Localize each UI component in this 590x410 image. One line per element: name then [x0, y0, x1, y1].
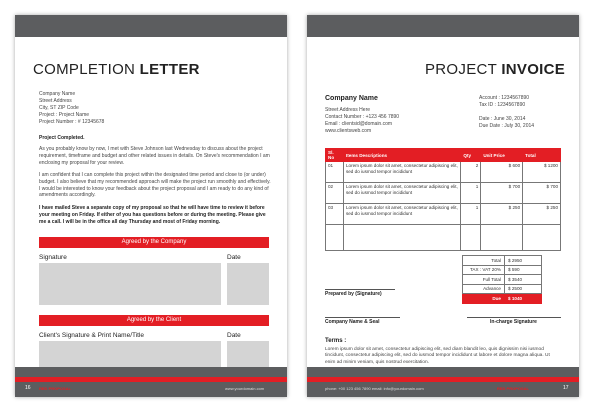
info-line — [479, 109, 534, 116]
page-title: COMPLETION LETTER — [33, 61, 200, 78]
column-header: Unit Price — [481, 149, 523, 162]
date-label: Date — [227, 254, 241, 261]
info-line: www.clientsweb.com — [325, 128, 372, 134]
info-line: Date : June 30, 2014 — [479, 116, 526, 122]
address-line: Company Name — [39, 91, 76, 97]
totals-value: $ 2950 — [505, 256, 542, 266]
totals-row — [463, 265, 542, 275]
paragraph-1: As you probably know by now, I met with Steve Johnson last Wednesday to discuss about the project requirement, timeframe and budget and other related issues in details. On Steve's recommendation I am enclosing my proposal for your review. — [39, 146, 270, 166]
letter-heading: Project Completed. — [39, 135, 85, 141]
info-line: Street Address Here — [325, 107, 371, 113]
address-line: Project : Project Name — [39, 112, 90, 118]
page-title: PROJECT INVOICE — [425, 61, 566, 78]
company-name: Company Name — [325, 95, 378, 102]
totals-row — [463, 256, 542, 266]
incharge-label: In-charge Signature — [490, 319, 537, 325]
cell: 02 — [326, 183, 344, 204]
cell: Lorem ipsum dolor sit amet, consectetur adipiscing elit, sed do iusmod tempor incididunt — [343, 204, 460, 225]
column-header: Total — [523, 149, 561, 162]
cell: 03 — [326, 204, 344, 225]
paragraph-2: I am confident that I can complete this project within the designated time period and close to (or under) budget. I also believe that my recommended approach will make the project run smoothly and effectively. I would be interested to know your feedback about the project proposal and I am ready to do any kind of amendments accordingly. — [39, 172, 271, 199]
totals-label: Full Total — [463, 275, 505, 285]
footer-url: www.yourdomain.com — [225, 386, 265, 391]
company-signature-box[interactable] — [39, 263, 221, 305]
completion-letter-page — [15, 15, 287, 397]
cell: $ 1200 — [523, 162, 561, 183]
cell: $ 250 — [481, 204, 523, 225]
address-line: City, ST ZIP Code — [39, 105, 79, 111]
due-row — [463, 294, 542, 304]
paragraph-3: I have mailed Steve a separate copy of my proposal so that he will have time to review it before your meeting on Friday. If either of you has questions before or during the meeting. Please give me a call. I will be in the office all day Thursday and most of Friday morning. — [39, 205, 266, 225]
column-header: Sl. No — [326, 149, 344, 162]
footer-accent — [307, 377, 579, 382]
invoice-table — [325, 148, 561, 251]
cell: Lorem ipsum dolor sit amet, consectetur adipiscing elit, sed do iusmod tempor incididunt — [343, 162, 460, 183]
address-line: Street Address — [39, 98, 72, 104]
company-seal-label: Company Name & Seal — [325, 319, 380, 325]
address-block — [39, 91, 104, 126]
top-bar — [307, 15, 579, 37]
cell: 2 — [461, 162, 481, 183]
date-label: Date — [227, 332, 241, 339]
totals-label: Total — [463, 256, 505, 266]
account-info — [479, 95, 534, 130]
signature-line — [325, 289, 395, 290]
info-line: Tax ID : 1234567890 — [479, 102, 526, 108]
cell — [343, 225, 460, 251]
terms-heading: Terms : — [325, 338, 347, 344]
company-agreement-bar: Agreed by the Company — [39, 237, 269, 248]
company-info — [325, 107, 399, 135]
company-date-box[interactable] — [227, 263, 269, 305]
cell: 1 — [461, 183, 481, 204]
cell: 01 — [326, 162, 344, 183]
address-line: Project Number : # 12345678 — [39, 119, 105, 125]
table-row — [326, 162, 561, 183]
cell: $ 250 — [523, 204, 561, 225]
page-number: 16 — [25, 385, 31, 391]
due-value: $ 1040 — [505, 294, 542, 304]
totals-label: TAX : VAT 20% — [463, 265, 505, 275]
signature-line — [325, 317, 400, 318]
table-row — [326, 225, 561, 251]
table-header-row — [326, 149, 561, 162]
totals-row — [463, 284, 542, 294]
client-signature-box[interactable] — [39, 341, 221, 367]
signature-label: Signature — [39, 254, 67, 261]
client-agreement-bar: Agreed by the Client — [39, 315, 269, 326]
cell: $ 600 — [481, 162, 523, 183]
cell: $ 700 — [523, 183, 561, 204]
totals-row — [463, 275, 542, 285]
cell — [481, 225, 523, 251]
due-label: Due — [463, 294, 505, 304]
footer-accent — [15, 377, 287, 382]
info-line: Email : clientsid@domain.com — [325, 121, 393, 127]
footer-brand: RED PROPOSAL — [497, 386, 530, 391]
prepared-by-label: Prepared by (Signature) — [325, 291, 382, 297]
totals-label: Advance — [463, 284, 505, 294]
info-line: Due Date : July 30, 2014 — [479, 123, 535, 129]
page-number: 17 — [563, 385, 569, 391]
totals-table — [462, 255, 542, 304]
cell — [326, 225, 344, 251]
table-row — [326, 183, 561, 204]
info-line: Account : 1234567890 — [479, 95, 530, 101]
client-signature-label: Client's Signature & Print Name/Title — [39, 332, 145, 339]
top-bar — [15, 15, 287, 37]
client-date-box[interactable] — [227, 341, 269, 367]
cell: Lorem ipsum dolor sit amet, consectetur adipiscing elit, sed do iusmod tempor incididunt — [343, 183, 460, 204]
project-invoice-page — [307, 15, 579, 397]
totals-value: $ 2500 — [505, 284, 542, 294]
totals-value: $ 590 — [505, 265, 542, 275]
cell — [523, 225, 561, 251]
totals-value: $ 3540 — [505, 275, 542, 285]
cell — [461, 225, 481, 251]
terms-text: Lorem ipsum dolor sit amet, consectetur adipiscing elit, sed diam blandit leo, quis dignissim nisi iusmod tincidunt, consectetur adipiscing elit, sed do iusmod tempor incididunt ut labore et dolore magna aliqua. Ut enim ad minim veniam, quis nostrud exercitation. — [325, 347, 550, 365]
page-footer — [307, 367, 579, 397]
footer-brand: RED PROPOSAL — [39, 386, 72, 391]
cell: 1 — [461, 204, 481, 225]
column-header: Items Descriptions — [343, 149, 460, 162]
column-header: Qty — [461, 149, 481, 162]
signature-line — [467, 317, 561, 318]
footer-contact: phone: +00 123 456 7890 email: info@yourdomain.com — [325, 386, 424, 391]
cell: $ 700 — [481, 183, 523, 204]
table-row — [326, 204, 561, 225]
info-line: Contact Number : +123 456 7890 — [325, 114, 400, 120]
page-footer — [15, 367, 287, 397]
